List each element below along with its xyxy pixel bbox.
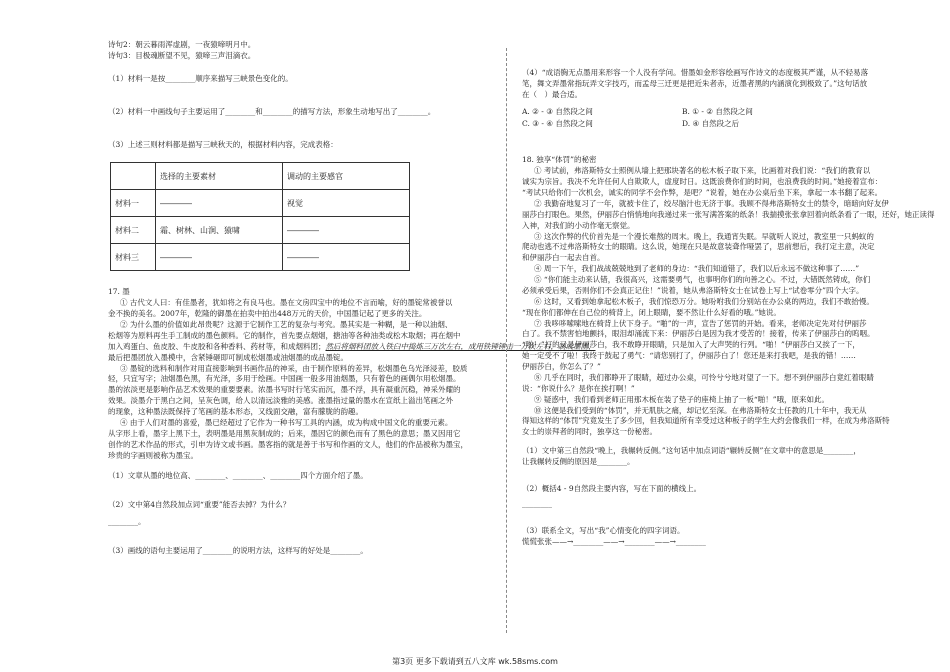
table-cell: ————	[283, 217, 410, 244]
text-line: ② 我勤奋地复习了一年，就被卡住了，绞尽脑汁也无济于事。我顾不得弗洛斯特女士的禁令，暗暗向好友伊	[534, 198, 889, 208]
text-line: ③ 这次作弊的代价首先是一个漫长难熬的周末。晚上，我通宵失眠。早就听人说过，教室里一只蚂蚁的	[534, 231, 874, 241]
text-line: 从字形上看，墨字上黑下土，表明墨是用黑灰制成的；后来，墨因它的颜色而有了黑色的意思；墨又因用它	[108, 428, 461, 438]
question-17-4-cont: 在（ ）最合适。	[522, 89, 582, 99]
text-line: 得知这样的“体罚”究竟发生了多少回，但我知道所有幸受过这种板子的学生大约会像我们一样，在成为弗洛斯特	[522, 416, 890, 426]
table-row	[111, 217, 410, 244]
question-16-2: （2）材料一中画线句子主要运用了________和________的描写方法，形象生动地写出了________。	[108, 106, 436, 116]
text-line: “啪！”打的又是伊丽莎白，我不敢睁开眼睛，只是加入了大声哭的行列。“啪！”伊丽莎白又挨了一下，	[522, 340, 860, 350]
section-17-title: 17. 墨	[108, 287, 130, 297]
table-cell: 材料二	[111, 217, 156, 244]
answer-options	[522, 107, 842, 130]
text-line: ④ 周一下午，我们战战兢兢地到了老师的身边：“我们知道错了，我们以后永远不做这种事了……”	[534, 264, 860, 274]
answer-blank: ________。	[108, 517, 146, 527]
text-line: 效果。淡墨介于黑白之间，呈灰色调，给人以清远淡雅的美感。涨墨指过量的墨水在宣纸上溢出笔画之外	[108, 396, 453, 406]
text-line: ⑨ 疑惑中，我们看到老师正用那木板在装了垫子的座椅上抽了一板“啪！”哦，原来如此。	[534, 394, 830, 404]
option-a[interactable]: A. ② - ③ 自然段之间	[522, 106, 593, 116]
answer-blanks: 慌慌张张——→________——→________——→________	[522, 536, 706, 546]
text-line: 金不换的美名。2007年，乾隆的御墨在拍卖中拍出448万元的天价，中国墨记起了更多的关注。	[108, 309, 427, 319]
text-line: ④ 由于人们对墨的喜爱，墨已经超过了它作为一种书写工具的内涵，成为构成中国文化的重要元素。	[120, 417, 453, 427]
table-cell: ————	[156, 190, 283, 217]
right-column	[522, 68, 935, 547]
question-17-4-cont: 笔，舞文弄墨常指玩弄文字技巧，而孟母三迁更是把近朱者赤，近墨者黑的内涵演化到极致了。”这句话放	[522, 78, 868, 88]
text-line: 创作的艺术作品的形式，引申为诗文或书画。墨客指的就是善于书写和作画的文人，他们的作品被称为墨宝，	[108, 439, 468, 449]
text-span: 加入鸡蛋白、鱼皮胶、牛皮胶和各种香料、药材等，和成烟料团；	[108, 341, 326, 351]
text-line: 墨的浓淡更是影响作品艺术效果的重要要素。浓墨书写时行笔实而沉，墨不浮，具有凝重沉稳，神采外耀的	[108, 385, 461, 395]
text-line: 轻，只宜写字；油烟墨色黑，有光泽，多用于绘画。中国画一般多用油烟墨，只有着色的画偶尔用松烟墨。	[108, 374, 461, 384]
question-18-1-cont: 让我辗转反侧的原因是________。	[522, 457, 635, 466]
text-line	[108, 341, 596, 353]
text-line: ① 考试前，弗洛斯特女士照例从墙上把那块著名的松木板子取下来，比画着对我们说：“我们的教育以	[534, 166, 871, 176]
text-line: 女士的崇拜者的同时，独享这一份秘密。	[522, 427, 657, 437]
answer-blank: ________	[522, 498, 552, 508]
table-header-row	[111, 163, 410, 190]
poem-line-2: 诗句2：朝云暮雨浑虚剧，一夜猿啼明月中。	[108, 40, 256, 49]
table-header-cell	[111, 163, 156, 190]
material-table	[110, 162, 410, 271]
question-16-1: （1）材料一是按________顺序来描写三峡景色变化的。	[108, 73, 293, 83]
text-line: ⑦ 我哆哆嗦嗦地在椅背上伏下身子。“啪”的一声，宣告了惩罚的开始。看来，老师决定先对付伊丽莎	[534, 318, 867, 328]
question-17-1: （1）文章从墨的地位高、________、________、________四个方面介绍了墨。	[108, 471, 368, 481]
table-cell: ————	[156, 244, 283, 271]
text-line: 爬动也逃不过弗洛斯特女士的眼睛。这么说，她现在只是故意装聋作哑罢了，思前想后，我打定主意，决定	[522, 242, 875, 252]
underlined-sentence: 然后将烟料团放入铁臼中捣炼三万次左右，成用铁锤锤击一万次左右，制成墨团，	[325, 341, 596, 351]
text-line: 白了。我不禁害怕地颤抖，眼泪却涌流下来：伊丽莎白是因为我才受苦的！接着，传来了伊丽莎白的呜咽。	[522, 329, 875, 339]
question-18-2: （2）概括4 - 9自然段主要内容，写在下面的横线上。	[522, 483, 702, 493]
table-cell: 材料三	[111, 244, 156, 271]
table-cell: ————	[283, 244, 410, 271]
section-18-body	[522, 166, 935, 438]
page-footer: 第3页 更多下载请到五八文库 wk.58sms.com	[392, 657, 558, 666]
text-line: 的现象，这种墨法既保持了笔画的基本形态，又线面交融，富有朦胧的韵趣。	[108, 407, 363, 416]
text-line: 丽莎白打眼色。果然，伊丽莎白悄悄地向我递过来一张写满答案的纸条！我揣摸张张拿回着向纸条看了一眼，还好，她正读得	[522, 209, 935, 219]
text-line: ① 古代文人曰：有佳墨者，犹如将之有良马也。墨在文房四宝中的地位不言而喻，好的墨锭常被誉以	[120, 298, 453, 308]
column-divider	[506, 48, 507, 633]
table-cell: 霜、树林、山涧、猿啸	[156, 217, 283, 244]
text-line: 她一定受不了啦！我终于鼓起了勇气：“请您别打了，伊丽莎白了！您还是来打我吧，是我的错！……	[522, 351, 856, 361]
text-line: 和伊丽莎白一起去自首。	[522, 253, 605, 263]
text-line: ⑤ “你们能主动来认错，我很高兴，这需要勇气，也事明你们的向善之心。不过，大错既然铸成，你们	[534, 275, 871, 284]
table-cell: 材料一	[111, 190, 156, 217]
question-17-3: （3）画线的语句主要运用了________的说明方法，这样写的好处是________。	[108, 546, 368, 555]
text-line: 必须承受后果，否则你们不会真正记住！”说着，她从弗洛斯特女士在试卷上写上“试卷零分”四个大字。	[522, 285, 864, 295]
option-c[interactable]: C. ③ - ④ 自然段之间	[522, 118, 593, 128]
question-18-3: （3）联系全文，写出“我”心情变化的四字词语。	[522, 525, 685, 535]
text-line: ② 为什么墨的价值如此昂贵呢？这源于它制作工艺的复杂与考究。墨其实是一种糊，是一种以油烟、	[120, 320, 453, 329]
question-17-2: （2）文中第4自然段加点词“重要”能否去掉？为什么？	[108, 500, 291, 510]
text-line: ⑥ 这时，又看到她拿起松木板子，我们惊恐万分。她吩咐我们分别站在办公桌的两边，我们不敢抬慢。	[534, 296, 874, 306]
option-b[interactable]: B. ① - ② 自然段之间	[682, 106, 753, 116]
text-line: “现在你们都伸在自己位的椅背上，闭上眼睛，要不然让什么好看的哦。”她说。	[522, 307, 781, 317]
text-line: ⑧ 几乎在同时，我们都睁开了眼睛，超过办公桌，可怜兮兮地对望了一下。想不到伊丽莎白竟红着眼睛	[534, 372, 874, 382]
text-line: 诚实为宗旨。我决不允许任何人自欺欺人，虚度时日。这既浪费你们的时间，也浪费我的时间。”她接着宣布：	[522, 177, 883, 187]
text-line: 珍贵的字画则被称为墨宝。	[108, 450, 198, 460]
table-header-cell: 选择的主要素材	[156, 163, 283, 190]
text-line: ⑩ 这便是我们受到的“体罚”，并无肌肤之痛，却记忆至深。在弗洛斯特女士任教的几十年中，我无从	[534, 405, 867, 415]
question-16-3: （3）上述三则材料都是描写三峡秋天的，根据材料内容，完成表格：	[108, 139, 338, 149]
question-17-4: （4）“成语胸无点墨用来形容一个人没有学问。惜墨如金形容绘画写作诗文的态度极其严谨，从不轻易落	[522, 68, 869, 77]
text-line: 入神，对我们的小动作毫无察觉。	[522, 220, 635, 230]
table-row	[111, 190, 410, 217]
text-line: 伊丽莎白，你怎么了？”	[522, 362, 601, 371]
poem-line-3: 诗句3：目极魂断望不见，猿啼三声泪滴衣。	[108, 50, 256, 60]
section-18-title: 18. 独享“体罚”的秘密	[522, 155, 597, 165]
text-line: 松烟等为原料再生手工制成的墨色颜料。它的制作，首先要点烟烟，搪油等各种油类或松木取烟；再在烟中	[108, 330, 461, 340]
text-line: “考试只给你们一次机会，诚实的同学不会作弊，是吧？”说着，她在办公桌后坐下来，拿起一本书翻了起来。	[522, 188, 883, 197]
text-line: 最后把墨团放入墨模中，含紧锤砸即可制成松烟墨或油烟墨的成品墨锭。	[108, 352, 348, 362]
table-header-cell: 调动的主要感官	[283, 163, 410, 190]
text-line: ③ 墨锭的选料和制作对用直接影响到书画作品的神采，由于制作原料的差异，松烟墨色乌光泽浸差，胶质	[120, 363, 468, 373]
table-row	[111, 244, 410, 271]
question-18-1: （1）文中第三自然段“晚上，我辗转反侧。”这句话中加点词语“辗转反侧”在文章中的意思是________，	[522, 446, 861, 456]
text-line: 说：“你说什么？是你在挨打啊！”	[522, 383, 635, 393]
table-cell: 视觉	[283, 190, 410, 217]
option-d[interactable]: D. ④ 自然段之后	[682, 118, 740, 128]
